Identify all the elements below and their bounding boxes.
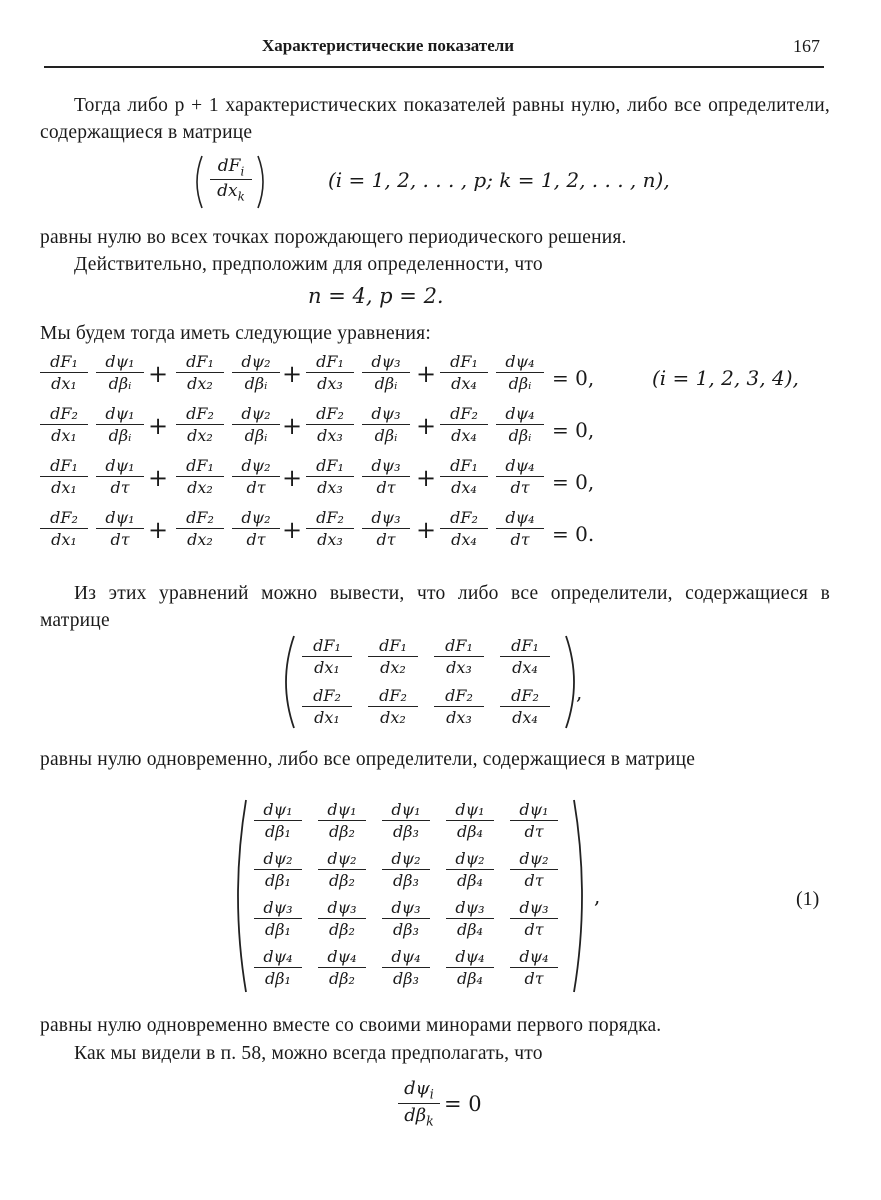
fraction-denominator: dβᵢ [108, 426, 132, 445]
fraction-numerator: dψ₄ [254, 947, 302, 968]
equation-4-term-3 [176, 508, 224, 549]
fraction-numerator: dψ₂ [446, 849, 494, 870]
matrix-cell-1-2 [318, 800, 366, 841]
fraction-numerator: dψ₄ [382, 947, 430, 968]
matrix-cell-4-4 [446, 947, 494, 988]
final-den: dβ [404, 1104, 427, 1126]
equation-2-term-1 [40, 404, 88, 445]
fraction-denominator: dx₂ [380, 658, 406, 677]
plus-sign: + [416, 412, 437, 440]
fraction-denominator: dβ₁ [265, 920, 291, 939]
fraction-denominator: dx₂ [380, 708, 406, 727]
fraction-denominator: dβ₃ [393, 871, 419, 890]
fraction-denominator: dβ₃ [393, 920, 419, 939]
matrix-cell-3-5 [510, 898, 558, 939]
fraction-numerator: dψ₃ [510, 898, 558, 919]
fraction-numerator: dψ₂ [232, 508, 280, 529]
matrix-cell-2-3 [434, 686, 484, 727]
fraction-denominator: dx₂ [187, 426, 213, 445]
matrix-cell-4-2 [318, 947, 366, 988]
fraction-denominator: dτ [110, 478, 130, 497]
fraction-denominator: dx₃ [317, 530, 343, 549]
matrix-cell-3-1 [254, 898, 302, 939]
bracket-path [286, 636, 294, 728]
fraction-numerator: dF₁ [306, 456, 354, 477]
equation-2-term-5 [306, 404, 354, 445]
equation-1-term-7 [440, 352, 488, 393]
matrix-cell-1-3 [434, 636, 484, 677]
equation-3-term-7 [440, 456, 488, 497]
fraction-denominator: dx₄ [512, 658, 538, 677]
equation-2-term-7 [440, 404, 488, 445]
matrix-cell-2-1 [254, 849, 302, 890]
paragraph-3: Действительно, предположим для определенности, что [74, 254, 543, 275]
fraction-denominator: dτ [524, 969, 544, 988]
fraction-numerator: dψ₁ [96, 404, 144, 425]
equation-1-term-1 [40, 352, 88, 393]
equation-3-term-2 [96, 456, 144, 497]
paragraph-4: Мы будем тогда иметь следующие уравнения: [40, 323, 431, 344]
fraction-denominator: dx₄ [512, 708, 538, 727]
fraction-denominator: dτ [510, 530, 530, 549]
fraction-numerator: dψ₄ [496, 404, 544, 425]
frac-den-sub: k [237, 189, 245, 204]
fraction-denominator: dτ [110, 530, 130, 549]
running-head [44, 30, 824, 68]
final-rhs: = 0 [444, 1092, 482, 1116]
equation-1-term-3 [176, 352, 224, 393]
matrix-cell-1-1 [254, 800, 302, 841]
fraction-denominator: dβ₁ [265, 969, 291, 988]
equation-3-term-8 [496, 456, 544, 497]
fraction-denominator: dβ₄ [457, 969, 483, 988]
matrix-dF-dx [190, 152, 270, 212]
fraction-numerator: dψ₄ [496, 352, 544, 373]
equation-number: (1) [796, 888, 820, 910]
plus-sign: + [148, 516, 169, 544]
index-range: (i = 1, 2, . . . , p; k = 1, 2, . . . , n), [328, 168, 670, 192]
fraction-numerator: dψ₁ [446, 800, 494, 821]
frac-den: dx [217, 181, 238, 202]
fraction-numerator: dψ₄ [510, 947, 558, 968]
equation-rhs: = 0, [552, 366, 595, 390]
paragraph-2: равны нулю во всех точках порождающего периодического решения. [40, 227, 627, 248]
equation-1-term-8 [496, 352, 544, 393]
fraction-numerator: dF₂ [440, 508, 488, 529]
matrix-cell-1-3 [382, 800, 430, 841]
fraction-numerator: dF₂ [40, 404, 88, 425]
equation-2-term-4 [232, 404, 280, 445]
fraction-denominator: dβᵢ [108, 374, 132, 393]
plus-sign: + [282, 360, 303, 388]
fraction-denominator: dβᵢ [374, 426, 398, 445]
matrix-cell-2-2 [318, 849, 366, 890]
fraction-denominator: dτ [376, 530, 396, 549]
fraction-denominator: dx₃ [446, 658, 472, 677]
fraction-denominator: dβ₂ [329, 871, 355, 890]
fraction-denominator: dx₂ [187, 530, 213, 549]
matrix-cell-1-1 [302, 636, 352, 677]
matrix-cell-2-2 [368, 686, 418, 727]
equation-4-term-1 [40, 508, 88, 549]
plus-sign: + [148, 360, 169, 388]
plus-sign: + [416, 464, 437, 492]
fraction-numerator: dψ₃ [318, 898, 366, 919]
fraction-numerator: dψ₄ [318, 947, 366, 968]
matrix-cell-1-4 [446, 800, 494, 841]
fraction-denominator: dβᵢ [374, 374, 398, 393]
equation-1-term-4 [232, 352, 280, 393]
fraction-numerator: dF₂ [306, 508, 354, 529]
fraction-numerator: dF₂ [40, 508, 88, 529]
matrix-cell-4-1 [254, 947, 302, 988]
fraction-denominator: dx₁ [51, 426, 77, 445]
fraction-numerator: dF₁ [434, 636, 484, 657]
fraction-denominator: dβ₃ [393, 969, 419, 988]
fraction-numerator: dF₂ [440, 404, 488, 425]
matrix-cell-1-5 [510, 800, 558, 841]
fraction-denominator: dβ₄ [457, 822, 483, 841]
equation-rhs: = 0, [552, 470, 595, 494]
fraction-numerator: dψ₃ [362, 456, 410, 477]
equation-4-term-5 [306, 508, 354, 549]
fraction-numerator: dψ₃ [254, 898, 302, 919]
equation-4-term-4 [232, 508, 280, 549]
fraction-numerator: dF₁ [368, 636, 418, 657]
fraction-numerator: dF₂ [176, 404, 224, 425]
plus-sign: + [282, 464, 303, 492]
matrix-dpsi-dbeta-4x5 [232, 796, 588, 996]
fraction-denominator: dτ [246, 530, 266, 549]
matrix-cell-3-2 [318, 898, 366, 939]
matrix-cell-4-5 [510, 947, 558, 988]
equation-4-term-6 [362, 508, 410, 549]
plus-sign: + [148, 464, 169, 492]
fraction-numerator: dψ₃ [362, 404, 410, 425]
fraction-numerator: dψ₂ [382, 849, 430, 870]
equation-1-term-2 [96, 352, 144, 393]
fraction-numerator: dψ₃ [446, 898, 494, 919]
fraction-numerator: dψ₂ [232, 456, 280, 477]
fraction-numerator: dψ₂ [232, 404, 280, 425]
fraction-denominator: dβᵢ [508, 426, 532, 445]
equation-1-term-6 [362, 352, 410, 393]
paragraph-5: Из этих уравнений можно вывести, что либо все определители, содержащиеся в матрице [40, 583, 830, 631]
fraction-numerator: dψ₁ [382, 800, 430, 821]
fraction-numerator: dψ₁ [96, 456, 144, 477]
equation-3-term-1 [40, 456, 88, 497]
fraction-denominator: dx₃ [317, 478, 343, 497]
frac-num: dF [217, 156, 241, 176]
fraction-denominator: dx₁ [314, 658, 340, 677]
matrix3-comma: , [594, 884, 601, 908]
matrix-cell-2-5 [510, 849, 558, 890]
plus-sign: + [416, 516, 437, 544]
fraction-numerator: dψ₃ [382, 898, 430, 919]
equation-2-term-8 [496, 404, 544, 445]
fraction-denominator: dβ₄ [457, 920, 483, 939]
matrix-cell-2-1 [302, 686, 352, 727]
paragraph-8: Как мы видели в п. 58, можно всегда предполагать, что [74, 1043, 543, 1064]
fraction-numerator: dψ₄ [496, 508, 544, 529]
equation-4-term-2 [96, 508, 144, 549]
fraction-numerator: dF₁ [440, 456, 488, 477]
equation-rhs: = 0. [552, 522, 595, 546]
matrix-cell-1-2 [368, 636, 418, 677]
plus-sign: + [282, 516, 303, 544]
fraction-numerator: dψ₂ [232, 352, 280, 373]
paragraph-6: равны нулю одновременно, либо все определители, содержащиеся в матрице [40, 749, 696, 770]
fraction-numerator: dF₂ [434, 686, 484, 707]
equation-1-term-5 [306, 352, 354, 393]
bracket-path [574, 800, 582, 992]
matrix-cell-2-4 [500, 686, 550, 727]
fraction-numerator: dψ₁ [96, 352, 144, 373]
fraction-denominator: dx₄ [451, 478, 477, 497]
fraction-denominator: dβ₁ [265, 871, 291, 890]
fraction-denominator: dx₄ [451, 530, 477, 549]
fraction-denominator: dx₂ [187, 374, 213, 393]
page-number: 167 [793, 36, 820, 56]
fraction-denominator: dx₄ [451, 426, 477, 445]
fraction-numerator: dF₁ [500, 636, 550, 657]
formula-n-p: n = 4, p = 2. [308, 284, 444, 308]
fraction-denominator: dx₁ [51, 530, 77, 549]
fraction-denominator: dτ [524, 871, 544, 890]
fraction-denominator: dx₃ [317, 374, 343, 393]
fraction-numerator: dψ₁ [96, 508, 144, 529]
matrix-cell-3-3 [382, 898, 430, 939]
equation-3-term-4 [232, 456, 280, 497]
equation-2-term-2 [96, 404, 144, 445]
fraction-denominator: dβᵢ [508, 374, 532, 393]
fraction-denominator: dx₁ [314, 708, 340, 727]
fraction-denominator: dτ [510, 478, 530, 497]
fraction-numerator: dF₁ [306, 352, 354, 373]
equation-3-term-3 [176, 456, 224, 497]
fraction-numerator: dF₁ [302, 636, 352, 657]
fraction-denominator: dx₃ [446, 708, 472, 727]
fraction-denominator: dβ₃ [393, 822, 419, 841]
fraction-denominator: dβ₂ [329, 969, 355, 988]
fraction-denominator: dτ [376, 478, 396, 497]
plus-sign: + [148, 412, 169, 440]
bracket-path [238, 800, 246, 992]
fraction-numerator: dF₂ [176, 508, 224, 529]
matrix-cell-1-4 [500, 636, 550, 677]
equation-index-range: (i = 1, 2, 3, 4), [652, 366, 799, 390]
fraction-denominator: dx₁ [51, 374, 77, 393]
final-num-sub: i [429, 1086, 434, 1102]
fraction-dpsi-dbeta [398, 1078, 440, 1128]
fraction-numerator: dψ₂ [510, 849, 558, 870]
bracket-path [566, 636, 574, 728]
fraction-numerator: dF₂ [368, 686, 418, 707]
fraction-denominator: dβᵢ [244, 374, 268, 393]
fraction-denominator: dx₁ [51, 478, 77, 497]
fraction-numerator: dψ₁ [254, 800, 302, 821]
final-den-sub: k [426, 1113, 434, 1129]
fraction-denominator: dτ [524, 822, 544, 841]
fraction-numerator: dψ₃ [362, 508, 410, 529]
fraction-numerator: dF₂ [302, 686, 352, 707]
fraction-denominator: dβ₁ [265, 822, 291, 841]
equation-2-term-6 [362, 404, 410, 445]
matrix-cell-2-3 [382, 849, 430, 890]
equation-4-term-8 [496, 508, 544, 549]
final-num: dψ [404, 1078, 430, 1099]
equation-2-term-3 [176, 404, 224, 445]
matrix-dF-dx-2x4 [280, 632, 583, 732]
matrix-cell-3-4 [446, 898, 494, 939]
equation-system [0, 352, 881, 572]
fraction-numerator: dF₁ [176, 456, 224, 477]
fraction-denominator: dx₂ [187, 478, 213, 497]
equation-3-term-5 [306, 456, 354, 497]
fraction-numerator: dψ₄ [496, 456, 544, 477]
fraction-denominator: dβ₄ [457, 871, 483, 890]
fraction-numerator: dψ₁ [318, 800, 366, 821]
fraction-denominator: dx₃ [317, 426, 343, 445]
fraction-denominator: dτ [246, 478, 266, 497]
fraction-denominator: dβ₂ [329, 920, 355, 939]
fraction-numerator: dψ₂ [254, 849, 302, 870]
fraction-numerator: dψ₄ [446, 947, 494, 968]
matrix-cell-4-3 [382, 947, 430, 988]
matrix2-comma: , [576, 680, 583, 704]
equation-4-term-7 [440, 508, 488, 549]
fraction-numerator: dF₂ [500, 686, 550, 707]
equation-rhs: = 0, [552, 418, 595, 442]
fraction-numerator: dF₁ [40, 352, 88, 373]
paragraph-7: равны нулю одновременно вместе со своими минорами первого порядка. [40, 1015, 662, 1036]
fraction-numerator: dψ₃ [362, 352, 410, 373]
fraction-numerator: dF₁ [440, 352, 488, 373]
fraction-numerator: dF₁ [40, 456, 88, 477]
plus-sign: + [416, 360, 437, 388]
fraction-numerator: dψ₂ [318, 849, 366, 870]
fraction-denominator: dτ [524, 920, 544, 939]
page-title: Характеристические показатели [262, 36, 515, 55]
equation-3-term-6 [362, 456, 410, 497]
fraction-denominator: dβ₂ [329, 822, 355, 841]
fraction-numerator: dF₂ [306, 404, 354, 425]
fraction-numerator: dψ₁ [510, 800, 558, 821]
fraction-dFi-dxk [210, 156, 252, 204]
fraction-numerator: dF₁ [176, 352, 224, 373]
fraction-denominator: dβᵢ [244, 426, 268, 445]
matrix-cell-2-4 [446, 849, 494, 890]
paragraph-1: Тогда либо p + 1 характеристических показателей равны нулю, либо все определители, содержащиеся в матрице [40, 95, 830, 143]
frac-num-sub: i [240, 164, 245, 179]
plus-sign: + [282, 412, 303, 440]
fraction-denominator: dx₄ [451, 374, 477, 393]
